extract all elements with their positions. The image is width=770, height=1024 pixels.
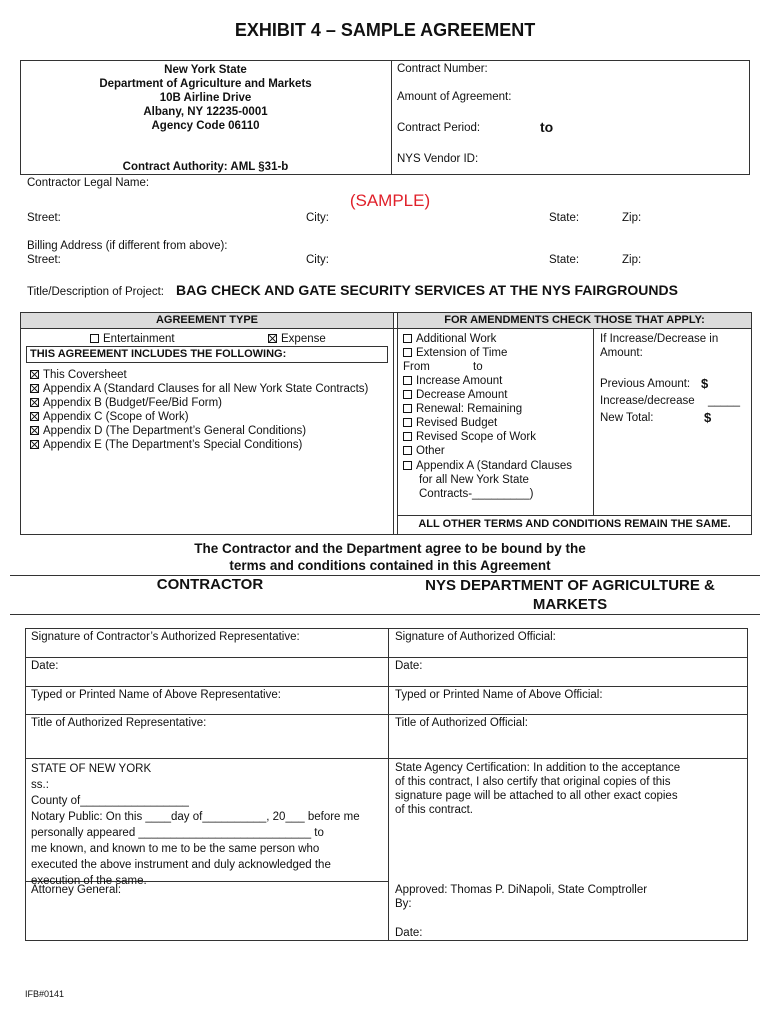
agreement-statement-line1: The Contractor and the Department agree to be bound by the — [194, 541, 586, 556]
official-name-label: Typed or Printed Name of Above Official: — [395, 689, 603, 701]
notary-line: me known, and known to me to be the same person who — [31, 843, 320, 855]
include-label: Appendix E (The Department’s Special Conditions) — [43, 439, 303, 451]
state-label: State: — [549, 212, 580, 224]
amend-renewal[interactable] — [403, 403, 522, 415]
attorney-general-label: Attorney General: — [31, 884, 122, 896]
include-item-appendix-b[interactable] — [30, 397, 222, 409]
contractor-name-label: Typed or Printed Name of Above Representative: — [31, 689, 281, 701]
contractor-signature-label: Signature of Contractor’s Authorized Representative: — [31, 631, 300, 643]
amendments-footer: ALL OTHER TERMS AND CONDITIONS REMAIN THE SAME. — [418, 518, 731, 530]
include-label: Appendix B (Budget/Fee/Bid Form) — [43, 397, 222, 409]
official-date-label: Date: — [395, 660, 423, 672]
official-signature-label: Signature of Authorized Official: — [395, 631, 556, 643]
amend-checkbox[interactable] — [403, 348, 412, 357]
comptroller-approved-label: Approved: Thomas P. DiNapoli, State Comptroller — [395, 884, 648, 896]
party-department-line2: MARKETS — [532, 596, 608, 613]
include-item-appendix-e[interactable] — [30, 439, 302, 451]
zip-label: Zip: — [622, 212, 642, 224]
amend-decrease[interactable] — [403, 389, 507, 401]
increase-decrease-blank: _____ — [708, 395, 740, 407]
notary-line: execution of the same. — [31, 875, 147, 887]
include-item-coversheet[interactable] — [30, 369, 127, 381]
agency-line-5: Agency Code 06110 — [151, 120, 260, 132]
amend-appendix-a[interactable] — [403, 460, 572, 472]
include-checkbox[interactable] — [30, 412, 39, 421]
official-title-label: Title of Authorized Official: — [395, 717, 528, 729]
amend-other[interactable] — [403, 445, 445, 457]
certification-line: of this contract. — [395, 804, 473, 816]
expense-option[interactable] — [268, 333, 326, 345]
amend-label: Revised Budget — [416, 417, 498, 429]
include-checkbox[interactable] — [30, 384, 39, 393]
contract-period-to: to — [540, 119, 554, 135]
agreement-divider-left — [393, 312, 394, 535]
amend-revised-scope[interactable] — [403, 431, 536, 443]
entertainment-label: Entertainment — [103, 333, 175, 345]
vendor-id-label: NYS Vendor ID: — [397, 153, 479, 165]
agency-block — [20, 63, 391, 133]
sig-row-line-3 — [25, 714, 748, 715]
include-item-appendix-a[interactable] — [30, 383, 368, 395]
contract-authority: Contract Authority: AML §31-b — [122, 161, 289, 173]
footer-code: IFB#0141 — [25, 989, 65, 999]
amend-checkbox[interactable] — [403, 461, 412, 470]
amend-revised-budget[interactable] — [403, 417, 497, 429]
increase-decrease-label: Increase/decrease — [600, 395, 695, 407]
street-label: Street: — [27, 212, 61, 224]
billing-zip-label: Zip: — [622, 254, 642, 266]
agreement-statement-line2: terms and conditions contained in this Agreement — [229, 558, 551, 573]
comptroller-by-label: By: — [395, 898, 412, 910]
amend-checkbox[interactable] — [403, 418, 412, 427]
include-label: Appendix A (Standard Clauses for all New York State Contracts) — [43, 383, 369, 395]
party-contractor: CONTRACTOR — [156, 576, 264, 593]
new-total-dollar: $ — [704, 410, 712, 425]
amend-checkbox[interactable] — [403, 446, 412, 455]
if-increase-line2: Amount: — [600, 347, 643, 359]
comptroller-date-label: Date: — [395, 927, 423, 939]
amend-checkbox[interactable] — [403, 404, 412, 413]
amend-label: Renewal: Remaining — [416, 403, 523, 415]
previous-amount-dollar: $ — [701, 376, 709, 391]
agency-line-3: 10B Airline Drive — [159, 92, 252, 104]
amend-label: Decrease Amount — [416, 389, 508, 401]
notary-block — [31, 761, 360, 889]
sample-watermark: (SAMPLE) — [349, 191, 431, 210]
contractor-legal-name-label: Contractor Legal Name: — [27, 177, 150, 189]
sig-row-line-1 — [25, 657, 748, 658]
include-checkbox[interactable] — [30, 426, 39, 435]
billing-state-label: State: — [549, 254, 580, 266]
agreement-type-header: AGREEMENT TYPE — [155, 314, 259, 326]
amendment-footer-line — [397, 515, 752, 516]
certification-line: signature page will be attached to all other exact copies — [395, 790, 678, 802]
agreement-statement — [20, 540, 760, 574]
amend-checkbox[interactable] — [403, 390, 412, 399]
amend-appendix-a-line2: for all New York State — [419, 474, 529, 486]
amend-label: Increase Amount — [416, 375, 503, 387]
contract-period-label: Contract Period: — [397, 122, 481, 134]
new-total-label: New Total: — [600, 412, 654, 424]
expense-label: Expense — [281, 333, 326, 345]
amend-label: Additional Work — [416, 333, 497, 345]
billing-city-label: City: — [306, 254, 329, 266]
notary-line: STATE OF NEW YORK — [31, 763, 152, 775]
header-underline — [20, 328, 752, 329]
parties-bottom-line — [10, 614, 760, 615]
notary-line: Notary Public: On this ____day of__________, 20___ before me — [31, 811, 360, 823]
page-title: EXHIBIT 4 – SAMPLE AGREEMENT — [234, 20, 536, 40]
amend-to-label: to — [473, 361, 483, 373]
amend-from-label: From — [403, 361, 430, 373]
expense-checkbox[interactable] — [268, 334, 277, 343]
include-checkbox[interactable] — [30, 440, 39, 449]
billing-address-label: Billing Address (if different from above): — [27, 240, 228, 252]
notary-line: County of_________________ — [31, 795, 189, 807]
agency-line-1: New York State — [164, 64, 247, 76]
contractor-date-label: Date: — [31, 660, 59, 672]
agency-line-4: Albany, NY 12235-0001 — [143, 106, 268, 118]
amend-label: Appendix A (Standard Clauses — [416, 460, 572, 472]
amend-label: Extension of Time — [416, 347, 508, 359]
contract-number-label: Contract Number: — [397, 63, 488, 75]
entertainment-option[interactable] — [90, 333, 175, 345]
include-checkbox[interactable] — [30, 370, 39, 379]
sig-row-line-4 — [25, 758, 748, 759]
agreement-divider-right — [397, 312, 398, 535]
amount-label: Amount of Agreement: — [397, 91, 512, 103]
amend-increase[interactable] — [403, 375, 502, 387]
includes-header: THIS AGREEMENT INCLUDES THE FOLLOWING: — [30, 348, 287, 360]
party-department-line1: NYS DEPARTMENT OF AGRICULTURE & — [425, 577, 715, 594]
agency-divider — [391, 60, 392, 175]
amend-label: Other — [416, 445, 445, 457]
amend-extension[interactable] — [403, 347, 507, 359]
contractor-title-label: Title of Authorized Representative: — [31, 717, 207, 729]
if-increase-line1: If Increase/Decrease in — [600, 333, 719, 345]
amend-label: Revised Scope of Work — [416, 431, 536, 443]
amendment-inner-divider — [593, 328, 594, 515]
amend-checkbox[interactable] — [403, 432, 412, 441]
amendments-header: FOR AMENDMENTS CHECK THOSE THAT APPLY: — [444, 314, 705, 326]
amend-additional-work[interactable] — [403, 333, 496, 345]
include-item-appendix-d[interactable] — [30, 425, 306, 437]
include-label: Appendix C (Scope of Work) — [43, 411, 189, 423]
previous-amount-label: Previous Amount: — [600, 378, 691, 390]
notary-line: personally appeared ___________________________ to — [31, 827, 324, 839]
certification-line: State Agency Certification: In addition to the acceptance — [395, 762, 681, 774]
amend-checkbox[interactable] — [403, 334, 412, 343]
amend-appendix-a-line3: Contracts-_________) — [419, 488, 534, 500]
notary-line: ss.: — [31, 779, 49, 791]
include-checkbox[interactable] — [30, 398, 39, 407]
certification-line: of this contract, I also certify that original copies of this — [395, 776, 671, 788]
include-item-appendix-c[interactable] — [30, 411, 189, 423]
amend-checkbox[interactable] — [403, 376, 412, 385]
project-title-label: Title/Description of Project: — [27, 286, 164, 298]
sig-row-line-2 — [25, 686, 748, 687]
certification-block — [395, 761, 680, 817]
include-label: Appendix D (The Department’s General Conditions) — [43, 425, 307, 437]
include-label: This Coversheet — [43, 369, 127, 381]
notary-line: executed the above instrument and duly acknowledged the — [31, 859, 331, 871]
party-department — [385, 576, 755, 614]
entertainment-checkbox[interactable] — [90, 334, 99, 343]
signature-table-divider — [388, 628, 389, 941]
billing-street-label: Street: — [27, 254, 61, 266]
city-label: City: — [306, 212, 329, 224]
project-title-value: BAG CHECK AND GATE SECURITY SERVICES AT THE NYS FAIRGROUNDS — [176, 282, 678, 298]
agency-line-2: Department of Agriculture and Markets — [99, 78, 312, 90]
